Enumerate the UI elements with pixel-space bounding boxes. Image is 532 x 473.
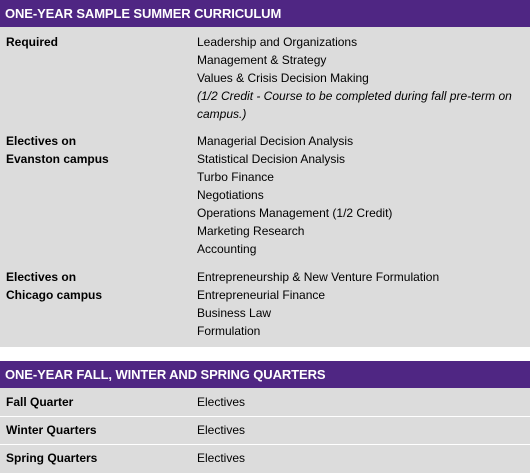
quarters-title: ONE-YEAR FALL, WINTER AND SPRING QUARTERS (0, 361, 530, 388)
required-label: Required (6, 35, 59, 49)
electives-evanston-courses (197, 132, 527, 258)
course-item: Values & Crisis Decision Making (197, 71, 369, 85)
electives-chicago-courses (197, 268, 527, 340)
course-item: Statistical Decision Analysis (197, 152, 346, 166)
winter-quarters-value: Electives (197, 423, 246, 437)
course-item: Management & Strategy (197, 53, 327, 67)
course-item: Turbo Finance (197, 170, 274, 184)
spring-quarters-value: Electives (197, 451, 246, 465)
fall-quarter-label: Fall Quarter (6, 395, 74, 409)
course-item: Marketing Research (197, 224, 305, 238)
required-courses (197, 33, 527, 123)
course-item: Accounting (197, 242, 257, 256)
course-item: Leadership and Organizations (197, 35, 358, 49)
fall-quarter-row (0, 388, 530, 417)
course-item: Entrepreneurial Finance (197, 288, 326, 302)
spring-quarters-label: Spring Quarters (6, 451, 98, 465)
course-item: Entrepreneurship & New Venture Formulation (197, 270, 440, 284)
course-item: Formulation (197, 324, 261, 338)
fall-quarter-value: Electives (197, 395, 246, 409)
summer-curriculum-title: ONE-YEAR SAMPLE SUMMER CURRICULUM (0, 0, 530, 27)
quarters-section (0, 361, 530, 473)
quarters-body (0, 388, 530, 473)
winter-quarters-row (0, 416, 530, 445)
course-item: Managerial Decision Analysis (197, 134, 354, 148)
course-note: (1/2 Credit - Course to be completed during fall pre-term on campus.) (197, 89, 512, 121)
electives-chicago-label: Electives on Chicago campus (6, 270, 103, 302)
winter-quarters-label: Winter Quarters (6, 423, 97, 437)
course-item: Negotiations (197, 188, 264, 202)
spring-quarters-row (0, 444, 530, 472)
course-item: Operations Management (1/2 Credit) (197, 206, 393, 220)
electives-evanston-label: Electives on Evanston campus (6, 134, 109, 166)
course-item: Business Law (197, 306, 272, 320)
summer-curriculum-body (0, 27, 530, 347)
